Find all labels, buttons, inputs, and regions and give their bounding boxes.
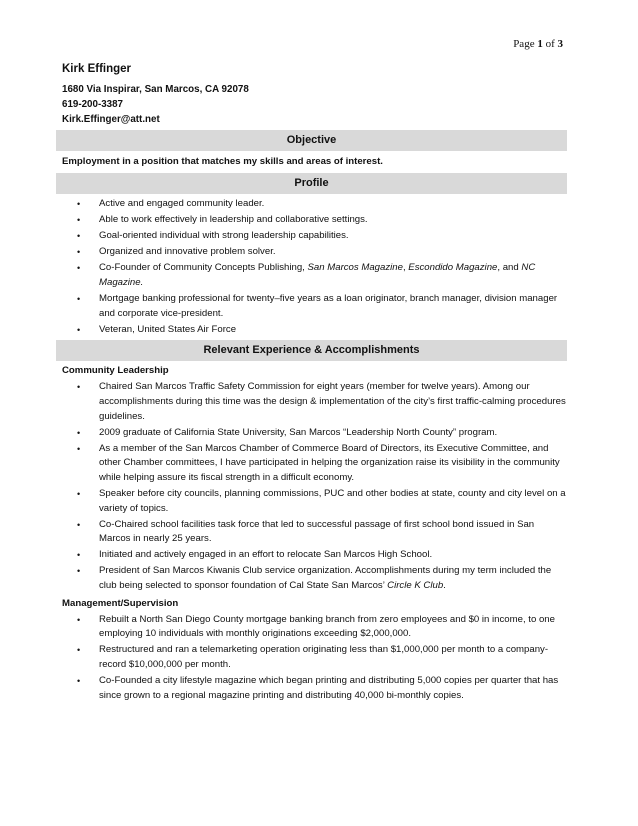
bullet-icon: •	[77, 247, 81, 258]
bullet-icon: •	[77, 550, 81, 561]
list-item: • Co-Chaired school facilities task force that led to successful passage of first school bond issued in San Marcos in nearly 25 years.	[77, 518, 535, 545]
profile-list	[56, 197, 567, 337]
list-item: • Co-Founded a city lifestyle magazine which began printing and distributing 5,000 copies per quarter that has since grown to a regional magazine printing and distributing 40,000 bi-monthly copies.	[77, 675, 559, 701]
list-item: • As a member of the San Marcos Chamber of Commerce Board of Directors, its Executive Committee, and other Chamber committees, I have participated in helping the organization raise its visibility in the community while helping assure its fiscal strength in a difficult economy.	[77, 442, 560, 483]
list-item: • Rebuilt a North San Diego County mortgage banking branch from zero employees and $0 in income, to one employing 10 individuals with monthly originations exceeding $2,000,000.	[77, 613, 555, 640]
list-item: • Organized and innovative problem solver.	[56, 245, 567, 260]
list-item: • Active and engaged community leader.	[56, 197, 567, 212]
page-word: Page	[513, 38, 535, 50]
bullet-icon: •	[77, 199, 81, 209]
list-item: • Co-Founder of Community Concepts Publishing, San Marcos Magazine, Escondido Magazine, and NC Magazine.	[77, 262, 536, 288]
bullet-icon: •	[77, 645, 81, 656]
list-item: • Initiated and actively engaged in an effort to relocate San Marcos High School.	[56, 548, 567, 563]
bullet-icon: •	[77, 263, 81, 274]
bullet-icon: •	[77, 519, 81, 530]
page-number	[513, 38, 563, 50]
email: Kirk.Effinger@att.net	[62, 114, 160, 125]
community-leadership-heading: Community Leadership	[62, 365, 169, 377]
address: 1680 Via Inspirar, San Marcos, CA 92078	[62, 84, 249, 95]
resume-content	[56, 63, 567, 705]
management-heading: Management/Supervision	[62, 597, 179, 609]
list-item: • Goal-oriented individual with strong leadership capabilities.	[56, 229, 567, 244]
objective-heading: Objective	[56, 130, 567, 151]
bullet-icon: •	[77, 215, 81, 226]
bullet-icon: •	[77, 566, 81, 577]
bullet-icon: •	[77, 382, 81, 393]
bullet-icon: •	[77, 443, 81, 454]
list-item: • Speaker before city councils, planning commissions, PUC and other bodies at state, county and city level on a variety of topics.	[77, 488, 566, 514]
list-item: • Restructured and ran a telemarketing operation originating less than $1,000,000 per month to a company-record $10,000,000 per month.	[77, 644, 549, 670]
list-item: • President of San Marcos Kiwanis Club service organization. Accomplishments during my term included the club being selected to sponsor foundation of Cal State San Marcos’ Circle K Club.	[77, 565, 552, 592]
bullet-icon: •	[77, 676, 81, 687]
profile-heading: Profile	[56, 173, 567, 194]
experience-heading: Relevant Experience & Accomplishments	[56, 340, 567, 361]
management-list	[56, 613, 567, 704]
bullet-icon: •	[77, 324, 81, 335]
list-item: • 2009 graduate of California State University, San Marcos “Leadership North County” program.	[56, 426, 567, 441]
community-list	[56, 380, 567, 593]
list-item: • Able to work effectively in leadership and collaborative settings.	[56, 213, 567, 228]
bullet-icon: •	[77, 427, 81, 438]
objective-text: Employment in a position that matches my skills and areas of interest.	[62, 156, 383, 167]
phone: 619-200-3387	[62, 99, 124, 110]
page-total: 3	[557, 38, 563, 50]
list-item: • Veteran, United States Air Force	[56, 323, 567, 338]
page-of: of	[545, 38, 555, 50]
bullet-icon: •	[77, 231, 81, 242]
bullet-icon: •	[77, 614, 81, 625]
applicant-name: Kirk Effinger	[62, 63, 132, 75]
bullet-icon: •	[77, 489, 81, 499]
list-item: • Mortgage banking professional for twenty–five years as a loan originator, branch manager, division manager and corporate vice-president.	[77, 293, 558, 319]
bullet-icon: •	[77, 294, 81, 305]
list-item: • Chaired San Marcos Traffic Safety Commission for eight years (member for twelve years). Among our accomplishments during this time was the design & implementation of the city’s first traffic-calming procedures guidelines.	[77, 381, 566, 422]
page-current: 1	[537, 38, 543, 50]
